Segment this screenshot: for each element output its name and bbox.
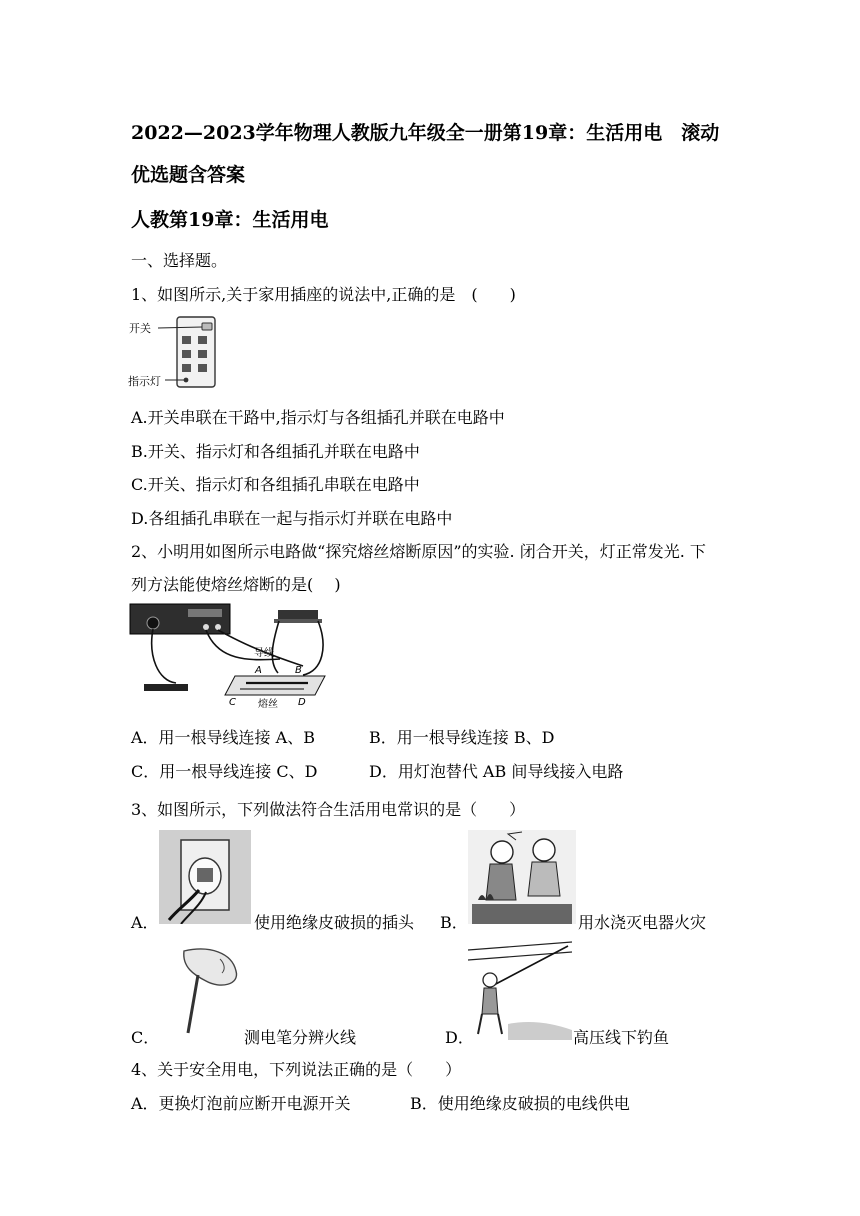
question-2-stem-line-1: 2、小明用如图所示电路做“探究熔丝熔断原因”的实验. 闭合开关，灯正常发光. 下	[131, 542, 706, 561]
question-1-option-b: B.开关、指示灯和各组插孔并联在电路中	[131, 442, 420, 461]
point-c-label: C	[229, 697, 236, 708]
point-d-label: D	[298, 697, 306, 708]
power-strip-figure	[128, 314, 224, 392]
question-1-option-a: A.开关串联在干路中,指示灯与各组插孔并联在电路中	[131, 408, 505, 427]
indicator-light-icon	[184, 378, 189, 383]
question-3-option-c-letter: C．	[131, 1028, 160, 1047]
water-fire-image	[468, 830, 576, 924]
person-icon	[483, 973, 497, 987]
question-2-option-c: C．用一根导线连接 C、D	[131, 762, 318, 781]
question-2-option-a: A．用一根导线连接 A、B	[131, 728, 315, 747]
question-3-option-a-text: 使用绝缘皮破损的插头	[254, 913, 415, 932]
question-1-stem: 1、如图所示,关于家用插座的说法中,正确的是 ( )	[131, 285, 516, 304]
power-supply-icon	[130, 604, 230, 634]
section-title: 人教第19章：生活用电	[131, 209, 329, 231]
wire-label: 导线	[254, 648, 274, 659]
question-2-option-b: B．用一根导线连接 B、D	[369, 728, 555, 747]
section-heading: 一、选择题。	[131, 251, 228, 270]
document-title-line-1: 2022—2023学年物理人教版九年级全一册第19章：生活用电 滚动	[131, 122, 720, 144]
question-2-stem-line-2: 列方法能使熔丝熔断的是( )	[131, 575, 341, 594]
question-3-option-c-text: 测电笔分辨火线	[244, 1028, 357, 1047]
point-a-label: A	[255, 665, 262, 676]
question-2-option-d: D．用灯泡替代 AB 间导线接入电路	[369, 762, 624, 781]
switch-label: 开关	[129, 322, 151, 335]
fuse-circuit-figure	[128, 601, 340, 713]
question-3-option-a-letter: A．	[131, 913, 159, 932]
person-icon	[533, 839, 555, 861]
question-4-stem: 4、关于安全用电，下列说法正确的是（ ）	[131, 1060, 462, 1079]
lamp-holder-icon	[278, 610, 318, 620]
fuse-board-icon	[225, 676, 325, 695]
document-title-line-2: 优选题含答案	[131, 164, 246, 186]
question-3-option-b-letter: B．	[440, 913, 468, 932]
question-3-option-b-text: 用水浇灭电器火灾	[578, 913, 707, 932]
switch-icon	[144, 684, 188, 691]
point-b-label: B	[295, 665, 302, 676]
question-3-option-d-letter: D．	[445, 1028, 474, 1047]
test-pen-image	[170, 945, 244, 1035]
question-4-option-b: B．使用绝缘皮破损的电线供电	[410, 1094, 630, 1113]
fishing-power-line-image	[468, 940, 572, 1040]
switch-icon	[202, 323, 212, 330]
question-1-option-c: C.开关、指示灯和各组插孔串联在电路中	[131, 475, 420, 494]
question-3-stem: 3、如图所示，下列做法符合生活用电常识的是（ ）	[131, 800, 526, 819]
question-4-option-a: A．更换灯泡前应断开电源开关	[131, 1094, 351, 1113]
fuse-label: 熔丝	[258, 699, 278, 710]
question-1-option-d: D.各组插孔串联在一起与指示灯并联在电路中	[131, 509, 453, 528]
person-icon	[491, 841, 513, 863]
indicator-label: 指示灯	[128, 375, 161, 388]
broken-plug-image	[159, 830, 251, 924]
question-3-option-d-text: 高压线下钓鱼	[573, 1028, 670, 1047]
